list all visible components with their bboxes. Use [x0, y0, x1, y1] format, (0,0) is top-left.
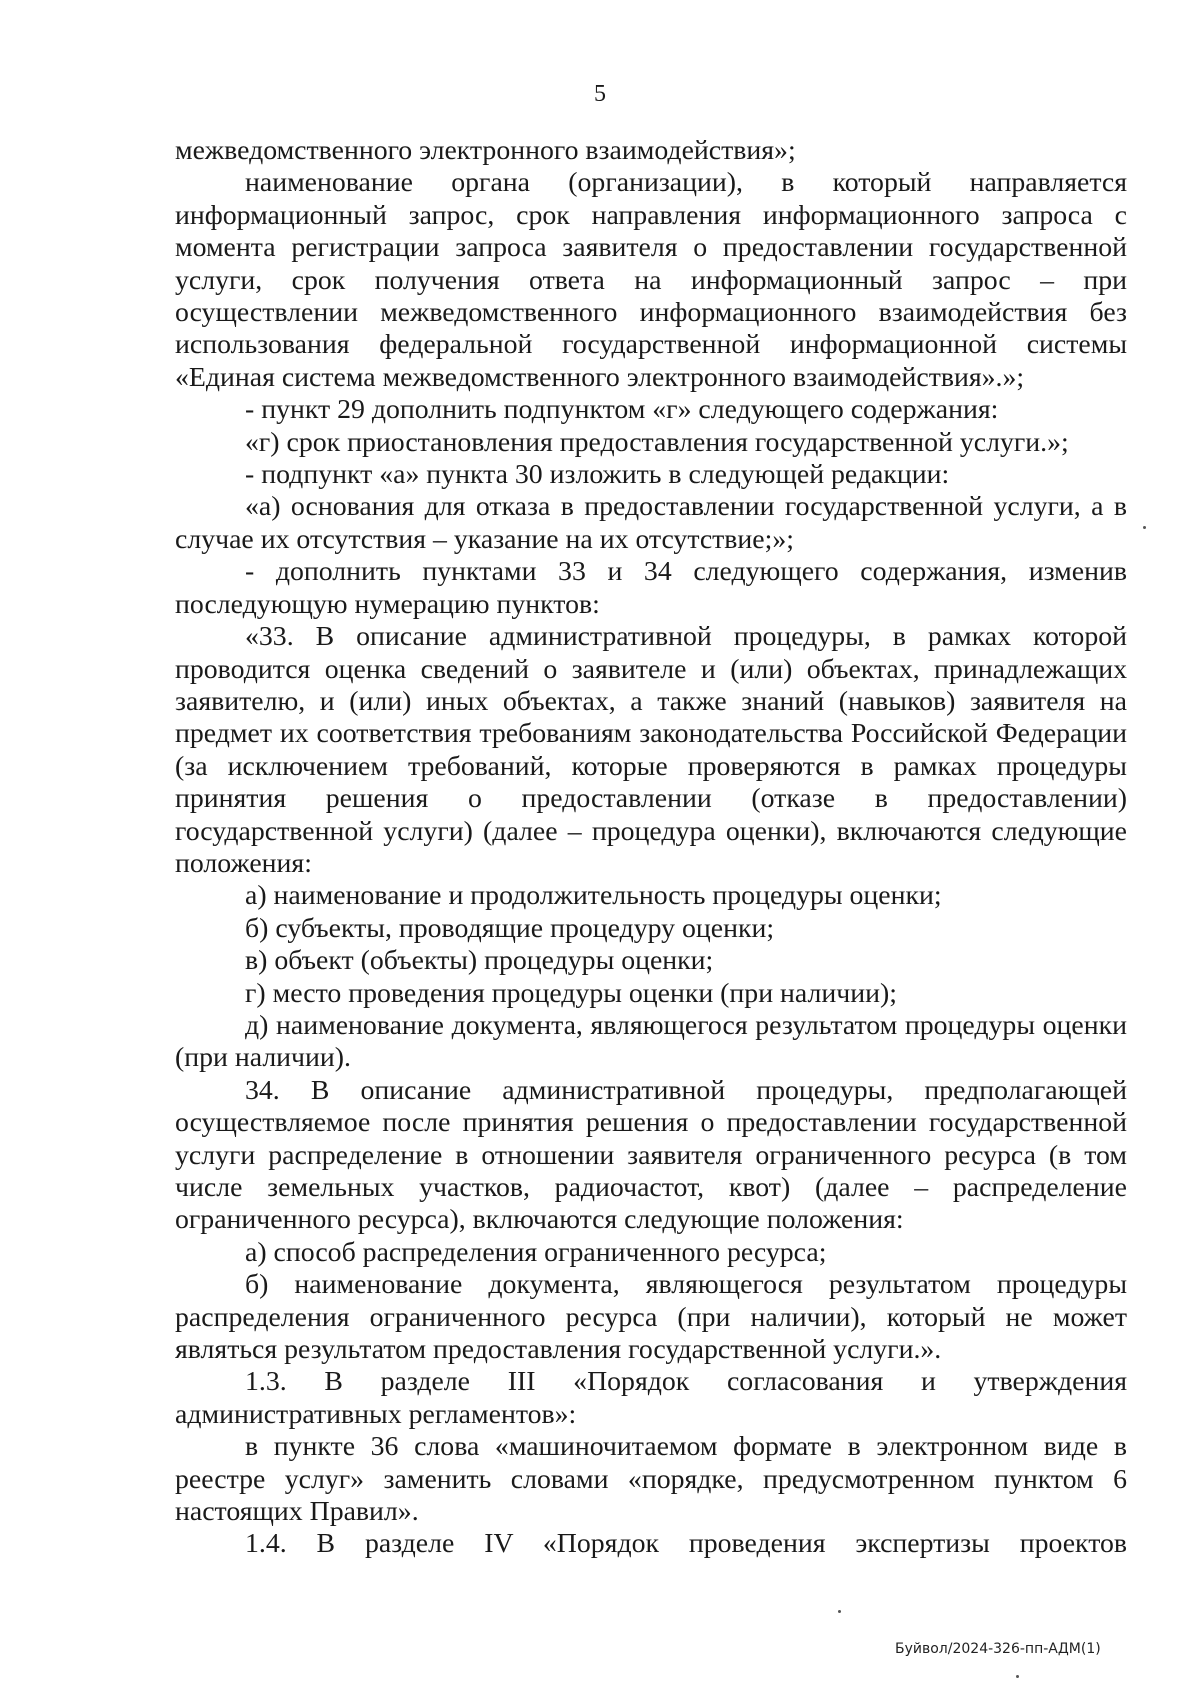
paragraph-17: 1.3. В разделе III «Порядок согласования и утверждения административных регламентов»: [175, 1366, 1127, 1430]
scan-speck [838, 1610, 841, 1613]
paragraph-11: в) объект (объекты) процедуры оценки; [245, 945, 714, 977]
paragraph-15: а) способ распределения ограниченного ресурса; [245, 1236, 827, 1268]
paragraph-9: а) наименование и продолжительность процедуры оценки; [245, 880, 942, 912]
footer-document-code: Буйвол/2024-326-пп-АДМ(1) [895, 1641, 1101, 1657]
paragraph-4: «г) срок приостановления предоставления государственной услуги.»; [245, 426, 1069, 458]
paragraph-5: - подпункт «а» пункта 30 изложить в следующей редакции: [245, 459, 950, 491]
paragraph-16: б) наименование документа, являющегося результатом процедуры распределения ограниченного ресурса (при наличии), который не может являться результатом предоставления государственной услуги.». [175, 1269, 1127, 1366]
paragraph-6: «а) основания для отказа в предоставлении государственной услуги, а в случае их отсутствия – указание на их отсутствие;»; [175, 491, 1127, 555]
paragraph-10: б) субъекты, проводящие процедуру оценки; [245, 912, 775, 944]
paragraph-12: г) место проведения процедуры оценки (при наличии); [245, 977, 897, 1009]
paragraph-18: в пункте 36 слова «машиночитаемом формате в электронном виде в реестре услуг» заменить словами «порядке, предусмотренном пунктом 6 настоящих Правил». [175, 1431, 1127, 1528]
scan-speck [1016, 1675, 1019, 1678]
paragraph-8: «33. В описание административной процедуры, в рамках которой проводится оценка сведений о заявителе и (или) объектах, принадлежащих заявителю, и (или) иных объектах, а также знаний (навыков) заявителя на предмет их соответствия требованиям законодательства Российской Федерации (за исключением требований, которые проверяются в рамках процедуры принятия решения о предоставлении (отказе в предоставлении) государственной услуги) (далее – процедура оценки), включаются следующие положения: [175, 621, 1127, 879]
paragraph-1: межведомственного электронного взаимодействия»; [175, 135, 796, 166]
paragraph-3: - пункт 29 дополнить подпунктом «г» следующего содержания: [245, 394, 999, 426]
paragraph-19: 1.4. В разделе IV «Порядок проведения экспертизы проектов [245, 1528, 1127, 1560]
scan-speck [1143, 526, 1146, 529]
paragraph-2: наименование органа (организации), в который направляется информационный запрос, срок направления информационного запроса с момента регистрации запроса заявителя о предоставлении государственной услуги, срок получения ответа на информационный запрос – при осуществлении межведомственного информационного взаимодействия без использования федеральной государственной информационной системы «Единая система межведомственного электронного взаимодействия».»; [175, 167, 1127, 393]
page-number: 5 [594, 81, 606, 107]
paragraph-7: - дополнить пунктами 33 и 34 следующего содержания, изменив последующую нумерацию пунктов: [175, 556, 1127, 620]
paragraph-14: 34. В описание административной процедуры, предполагающей осуществляемое после принятия решения о предоставлении государственной услуги распределение в отношении заявителя ограниченного ресурса (в том числе земельных участков, радиочастот, квот) (далее – распределение ограниченного ресурса), включаются следующие положения: [175, 1074, 1127, 1236]
paragraph-13: д) наименование документа, являющегося результатом процедуры оценки (при наличии). [175, 1009, 1127, 1074]
document-body [175, 135, 1127, 1561]
